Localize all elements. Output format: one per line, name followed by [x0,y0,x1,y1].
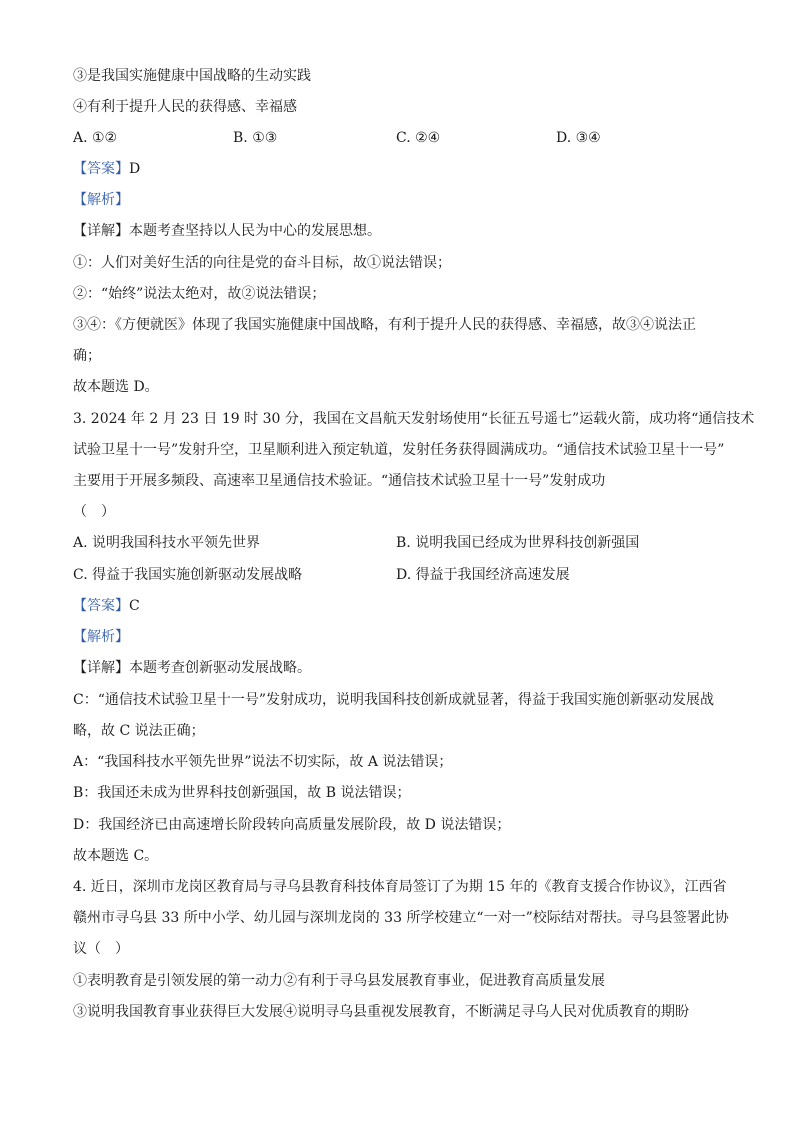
q3-option-d: D. 得益于我国经济高速发展 [396,567,570,583]
q2-explain-2: ②：“始终”说法太绝对，故②说法错误； [73,286,326,302]
q2-conclusion: 故本题选 D。 [73,379,159,395]
q2-explain-34-cont: 确； [73,348,101,364]
q3-explain-b: B：我国还未成为世界科技创新强国，故 B 说法错误； [73,785,411,801]
q2-option-c: C. ②④ [396,130,441,146]
q3-explain-c: C：“通信技术试验卫星十一号”发射成功，说明我国科技创新成就显著，得益于我国实施创新驱动发展战 [73,692,715,708]
q3-explain-d: D：我国经济已由高速增长阶段转向高质量发展阶段，故 D 说法错误； [73,817,511,833]
detail-tag: 【详解】 [73,223,129,239]
q2-analysis-tag: 【解析】 [73,192,129,208]
q2-item-3: ③是我国实施健康中国战略的生动实践 [73,68,311,84]
q3-paren: （ ） [73,504,115,520]
detail-tag: 【详解】 [73,660,129,676]
q2-option-b: B. ①③ [233,130,278,146]
answer-tag: 【答案】 [73,161,129,177]
q2-explain-1: ①：人们对美好生活的向往是党的奋斗目标，故①说法错误； [73,255,451,271]
q2-option-d: D. ③④ [556,130,601,146]
answer-tag: 【答案】 [73,598,129,614]
detail-text: 本题考查坚持以人民为中心的发展思想。 [129,223,381,239]
q2-option-a: A. ①② [73,130,118,146]
q2-explain-34: ③④：《方便就医》体现了我国实施健康中国战略，有利于提升人民的获得感、幸福感，故③④说法正 [73,317,696,333]
q3-answer [73,596,140,616]
q3-option-c: C. 得益于我国实施创新驱动发展战略 [73,567,303,583]
q3-explain-c-cont: 略，故 C 说法正确； [73,723,205,739]
q4-options-12: ①表明教育是引领发展的第一动力②有利于寻乌县发展教育事业，促进教育高质量发展 [73,973,605,989]
q2-answer [73,159,140,179]
q2-item-4: ④有利于提升人民的获得感、幸福感 [73,99,297,115]
q3-stem-3: 主要用于开展多频段、高速率卫星通信技术验证。“通信技术试验卫星十一号”发射成功 [73,473,606,489]
q3-detail [73,658,311,678]
q3-option-b: B. 说明我国已经成为世界科技创新强国 [396,535,640,551]
q3-stem-2: 试验卫星十一号”发射升空，卫星顺利进入预定轨道，发射任务获得圆满成功。“通信技术试验卫星十一号” [73,442,725,458]
q4-stem-1: 4. 近日，深圳市龙岗区教育局与寻乌县教育科技体育局签订了为期 15 年的《教育支援合作协议》，江西省 [73,879,727,895]
q4-stem-2: 赣州市寻乌县 33 所中小学、幼儿园与深圳龙岗的 33 所学校建立“一对一”校际结对帮扶。寻乌县签署此协 [73,910,729,926]
answer-value: C [129,598,140,614]
q3-explain-a: A：“我国科技水平领先世界”说法不切实际，故 A 说法错误； [73,754,453,770]
detail-text: 本题考查创新驱动发展战略。 [129,660,311,676]
answer-value: D [129,161,141,177]
q4-options-34: ③说明我国教育事业获得巨大发展④说明寻乌县重视发展教育，不断满足寻乌人民对优质教育的期盼 [73,1004,689,1020]
q4-stem-3: 议（ ） [73,941,129,957]
q2-detail [73,221,381,241]
q3-analysis-tag: 【解析】 [73,629,129,645]
q3-stem-1: 3. 2024 年 2 月 23 日 19 时 30 分，我国在文昌航天发射场使用“长征五号遥七”运载火箭，成功将“通信技术 [73,411,755,427]
q3-conclusion: 故本题选 C。 [73,848,159,864]
q3-option-a: A. 说明我国科技水平领先世界 [73,535,261,551]
